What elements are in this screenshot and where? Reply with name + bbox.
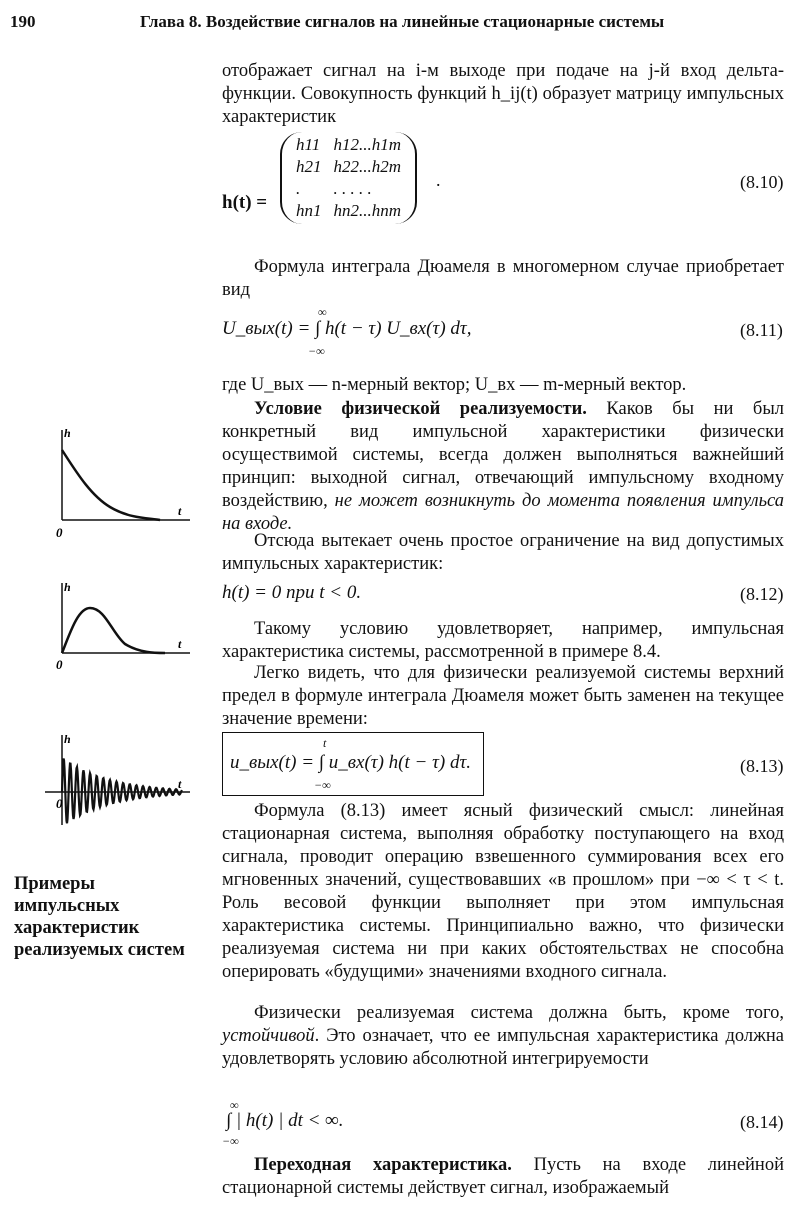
axis-label-t: t [178,504,182,518]
equation: U_вых(t) = ∫ h(t − τ) U_вх(τ) dτ, [222,318,472,339]
figure-damped-oscillation [30,730,200,830]
figure-pulse-response [30,578,200,678]
matrix-cell: . . . . . [333,179,372,198]
axis-label-t: t [178,777,182,791]
matrix-cell: h11 [296,135,321,154]
paragraph: Такому условию удовлетворяет, например, импульсная характеристика системы, рассмотренной в примере 8.4. [222,619,784,662]
emphasis-text: устойчивой [222,1026,315,1046]
paragraph: Отсюда вытекает очень простое ограничение на вид допустимых импульсных характеристик: [222,531,784,574]
running-header: Глава 8. Воздействие сигналов на линейные стационарные системы [140,12,665,31]
matrix-cell: h22...h2m [333,157,402,176]
equation-number: (8.14) [740,1112,784,1132]
matrix-period: . [436,170,441,190]
integral-upper: ∞ [230,1098,239,1112]
equation: ∫ | h(t) | dt < ∞. [226,1110,344,1131]
integral-lower: −∞ [222,1134,239,1148]
matrix-cell: hn2...hnm [333,201,402,220]
paragraph: Формула (8.13) имеет ясный физический смысл: линейная стационарная система, выполняя обработку поступающего на вход сигнала, проводит операцию взвешенного суммирования всех его мгновенных значений, существовавших «в прошлом» при −∞ < τ < t. Роль весовой функции выполняет при этом импульсная характеристика системы. Принципиально важно, что физически реализуемая система ни при каких обстоятельствах не способна оперировать «будущими» значениями входного сигнала. [222,801,784,982]
integral-lower: −∞ [308,344,325,358]
paragraph: Легко видеть, что для физически реализуемой системы верхний предел в формуле интеграла Дюамеля может быть заменен на текущее значение времени: [222,663,784,729]
matrix-cell: . [296,179,301,198]
axis-label-h: h [64,580,71,594]
integral-lower: −∞ [314,778,331,792]
equation-lhs: h(t) = [222,192,268,213]
equation-number: (8.13) [740,756,784,776]
paragraph: Формула интеграла Дюамеля в многомерном случае приобретает вид [222,257,784,300]
integral-upper: ∞ [318,305,327,319]
equation: u_вых(t) = ∫ u_вх(τ) h(t − τ) dτ. [230,752,471,773]
paragraph-section [222,398,784,536]
paragraph: отображает сигнал на i-м выходе при подаче на j-й вход дельта-функции. Совокупность функций h_ij(t) образует матрицу импульсных характеристик [222,61,784,127]
matrix-cell: hn1 [296,201,322,220]
equation-number: (8.11) [740,320,783,340]
section-text: Пусть на входе линейной стационарной системы действует сигнал, изображаемый [222,1155,784,1198]
origin-label: 0 [56,796,63,811]
equation-number: (8.10) [740,172,784,192]
matrix-cell: h21 [296,157,322,176]
axis-label-t: t [178,637,182,651]
paragraph-text: Физически реализуемая система должна быть, кроме того, [254,1003,784,1023]
emphasis-text: не может возникнуть до момента появления импульса на входе. [222,491,784,534]
paragraph [222,1002,784,1071]
matrix-table [290,134,407,222]
matrix-cell: h12...h1m [333,135,402,154]
section-text: Каков бы ни был конкретный вид импульсной характеристики физически осуществимой системы, всегда должен выполняться важнейший принцип: выходной сигнал, отвечающий импульсному входному воздействию, [222,399,785,511]
equation-number: (8.12) [740,584,784,604]
axis-label-h: h [64,732,71,746]
section-heading: Условие физической реализуемости. [254,399,587,419]
integral-upper: t [323,736,327,750]
equation: h(t) = 0 при t < 0. [222,582,362,603]
page-number: 190 [10,12,36,31]
origin-label: 0 [56,525,63,540]
figure-caption: Примеры импульсных характеристик реализуемых систем [14,874,185,960]
section-heading: Переходная характеристика. [254,1155,512,1175]
paragraph: где U_вых — n-мерный вектор; U_вх — m-мерный вектор. [222,375,687,395]
figure-exponential-decay [30,425,200,545]
paragraph-text: . Это означает, что ее импульсная характеристика должна удовлетворять условию абсолютной интегрируемости [222,1026,784,1069]
axis-label-h: h [64,426,71,440]
origin-label: 0 [56,657,63,672]
matrix [280,132,417,224]
paragraph-section [222,1154,784,1200]
